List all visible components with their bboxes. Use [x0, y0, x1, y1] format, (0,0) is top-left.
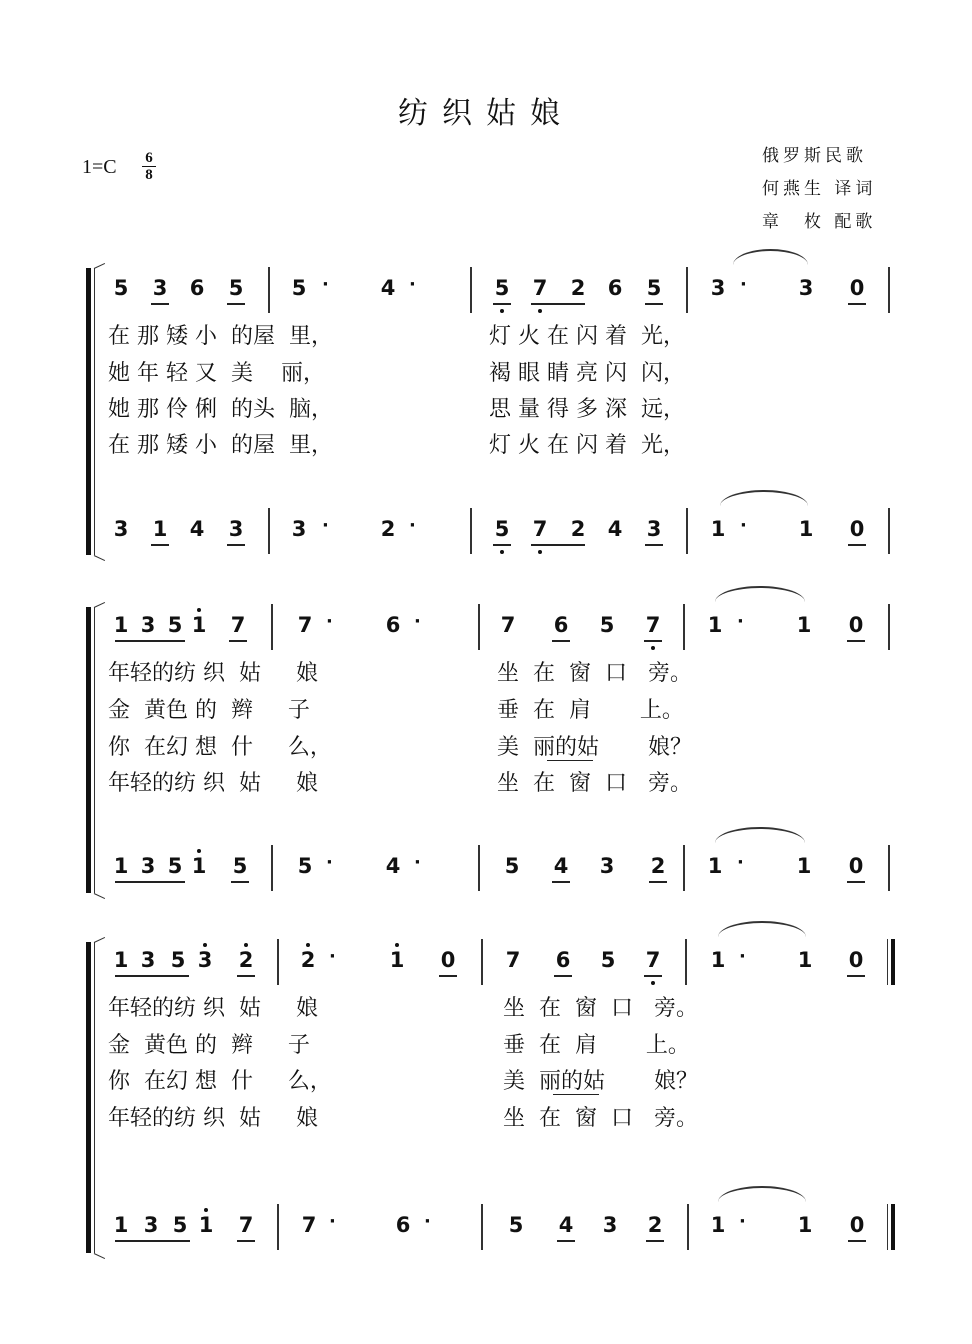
barline [478, 604, 480, 650]
time-signature [142, 150, 156, 183]
time-sig-top: 6 [145, 150, 153, 166]
system-bracket-thin [94, 942, 95, 1253]
barline [686, 508, 688, 554]
beam-underline [115, 881, 185, 883]
jianpu-note: 5 [646, 276, 662, 300]
augmentation-dot: · [409, 274, 416, 295]
augmentation-dot: · [737, 611, 744, 632]
jianpu-note: 6 [555, 948, 571, 972]
jianpu-note: 0 [849, 276, 865, 300]
low-octave-dot [500, 550, 504, 554]
lyric-line-verse-3-b: 美 丽的姑 娘？ [503, 1069, 698, 1094]
barline [470, 508, 472, 554]
credit-lyricist: 何燕生 译词 [762, 179, 877, 199]
system-bracket [86, 607, 91, 893]
low-octave-dot [500, 309, 504, 313]
barline [481, 1204, 483, 1250]
lyric-line-verse-4: 在 那 矮 小 的屋 里， [108, 433, 333, 458]
credit-arranger: 章 枚 配歌 [762, 212, 877, 232]
eighth-underline [237, 1240, 255, 1242]
eighth-underline [847, 640, 865, 642]
barline [470, 267, 472, 313]
jianpu-note: 5 [600, 948, 616, 972]
jianpu-note: 1 [796, 854, 812, 878]
high-octave-dot [197, 849, 201, 853]
high-octave-dot [197, 608, 201, 612]
lyric-line-verse-4-b: 坐 在 窗 口 旁。 [503, 1106, 698, 1131]
jianpu-note: 6 [385, 613, 401, 637]
jianpu-note: 4 [558, 1213, 574, 1237]
high-octave-dot [306, 943, 310, 947]
bracket-hook-bottom [94, 893, 105, 899]
jianpu-note: 1 [710, 517, 726, 541]
eighth-underline [554, 975, 572, 977]
jianpu-note: 3 [798, 276, 814, 300]
eighth-underline [847, 881, 865, 883]
jianpu-note: 1 [191, 854, 207, 878]
lyric-line-verse-1: 年轻的纺 织 姑 娘 [108, 661, 318, 686]
jianpu-note: 2 [300, 948, 316, 972]
jianpu-note: 2 [238, 948, 254, 972]
jianpu-note: 5 [599, 613, 615, 637]
eighth-underline [847, 975, 865, 977]
tie-slur [718, 921, 806, 937]
barline [478, 845, 480, 891]
jianpu-note: 2 [570, 517, 586, 541]
augmentation-dot: · [739, 1211, 746, 1232]
augmentation-dot: · [737, 852, 744, 873]
jianpu-note: 6 [189, 276, 205, 300]
barline [687, 1204, 689, 1250]
jianpu-note: 1 [798, 517, 814, 541]
augmentation-dot: · [414, 852, 421, 873]
final-barline-thin [887, 939, 888, 985]
jianpu-note: 5 [228, 276, 244, 300]
final-barline-thin [887, 1204, 888, 1250]
tie-slur [718, 1186, 806, 1202]
eighth-underline [645, 303, 663, 305]
eighth-underline [439, 975, 457, 977]
jianpu-note: 5 [113, 276, 129, 300]
eighth-underline [645, 544, 663, 546]
system-bracket [86, 942, 91, 1253]
barline [686, 267, 688, 313]
bracket-hook-top [94, 263, 105, 269]
eighth-underline [231, 881, 249, 883]
jianpu-note: 3 [152, 276, 168, 300]
jianpu-note: 0 [849, 1213, 865, 1237]
jianpu-note: 1 [710, 948, 726, 972]
lyric-line-verse-2: 她 年 轻 又 美 丽， [108, 361, 325, 386]
eighth-underline [557, 1240, 575, 1242]
jianpu-note: 5 [170, 948, 186, 972]
augmentation-dot: · [322, 274, 329, 295]
jianpu-note: 4 [607, 517, 623, 541]
tie-slur [715, 586, 805, 602]
barline [277, 939, 279, 985]
lyric-line-verse-1: 在 那 矮 小 的屋 里， [108, 324, 333, 349]
lyric-melisma-underline [547, 760, 593, 761]
lyric-line-verse-3-b: 思 量 得 多 深 远， [489, 397, 685, 422]
lyric-line-verse-1-b: 灯 火 在 闪 着 光， [489, 324, 685, 349]
time-sig-bottom: 8 [145, 167, 153, 183]
jianpu-note: 2 [647, 1213, 663, 1237]
jianpu-note: 1 [113, 948, 129, 972]
jianpu-note: 0 [849, 517, 865, 541]
eighth-underline [229, 640, 247, 642]
high-octave-dot [204, 1208, 208, 1212]
eighth-underline [644, 975, 662, 977]
bracket-hook-bottom [94, 555, 105, 561]
jianpu-note: 4 [189, 517, 205, 541]
jianpu-note: 3 [197, 948, 213, 972]
jianpu-note: 7 [645, 613, 661, 637]
jianpu-note: 7 [500, 613, 516, 637]
beam-underline [115, 1240, 190, 1242]
jianpu-note: 0 [440, 948, 456, 972]
jianpu-note: 1 [113, 613, 129, 637]
jianpu-note: 7 [297, 613, 313, 637]
jianpu-note: 4 [385, 854, 401, 878]
low-octave-dot [651, 646, 655, 650]
jianpu-note: 0 [848, 854, 864, 878]
high-octave-dot [203, 943, 207, 947]
jianpu-note: 1 [113, 1213, 129, 1237]
song-title: 纺织姑娘 [398, 96, 574, 131]
lyric-line-verse-4: 年轻的纺 织 姑 娘 [108, 771, 318, 796]
augmentation-dot: · [329, 1211, 336, 1232]
lyric-line-verse-2: 金 黄色 的 辫 子 [108, 698, 310, 723]
final-barline-thick [891, 1204, 895, 1250]
eighth-underline [848, 303, 866, 305]
beam-underline [531, 544, 585, 546]
jianpu-note: 3 [291, 517, 307, 541]
jianpu-note: 1 [710, 1213, 726, 1237]
jianpu-note: 1 [707, 854, 723, 878]
jianpu-note: 2 [650, 854, 666, 878]
jianpu-note: 4 [380, 276, 396, 300]
jianpu-note: 3 [143, 1213, 159, 1237]
barline [271, 604, 273, 650]
eighth-underline [227, 544, 245, 546]
jianpu-note: 7 [301, 1213, 317, 1237]
jianpu-note: 7 [532, 276, 548, 300]
jianpu-note: 5 [494, 276, 510, 300]
jianpu-note: 5 [508, 1213, 524, 1237]
augmentation-dot: · [409, 515, 416, 536]
key-text: 1=C [82, 156, 117, 178]
eighth-underline [848, 544, 866, 546]
system-bracket [86, 268, 91, 555]
jianpu-note: 2 [380, 517, 396, 541]
barline [888, 267, 890, 313]
lyric-line-verse-2: 金 黄色 的 辫 子 [108, 1033, 310, 1058]
barline [683, 845, 685, 891]
jianpu-note: 1 [797, 948, 813, 972]
jianpu-note: 1 [389, 948, 405, 972]
barline [481, 939, 483, 985]
jianpu-note: 5 [504, 854, 520, 878]
eighth-underline [493, 544, 511, 546]
jianpu-note: 7 [230, 613, 246, 637]
low-octave-dot [538, 309, 542, 313]
eighth-underline [552, 881, 570, 883]
jianpu-note: 5 [167, 854, 183, 878]
augmentation-dot: · [740, 274, 747, 295]
lyric-line-verse-1-b: 坐 在 窗 口 旁。 [497, 661, 692, 686]
jianpu-note: 7 [238, 1213, 254, 1237]
barline [888, 508, 890, 554]
eighth-underline [151, 544, 169, 546]
augmentation-dot: · [424, 1211, 431, 1232]
lyric-line-verse-3: 你 在幻 想 什 么， [108, 735, 332, 760]
eighth-underline [493, 303, 511, 305]
jianpu-note: 5 [494, 517, 510, 541]
eighth-underline [227, 303, 245, 305]
system-bracket-thin [94, 268, 95, 555]
jianpu-note: 3 [113, 517, 129, 541]
low-octave-dot [651, 981, 655, 985]
augmentation-dot: · [740, 515, 747, 536]
augmentation-dot: · [739, 946, 746, 967]
beam-underline [531, 303, 585, 305]
lyric-line-verse-4-b: 坐 在 窗 口 旁。 [497, 771, 692, 796]
lyric-line-verse-4-b: 灯 火 在 闪 着 光， [489, 433, 685, 458]
jianpu-note: 5 [291, 276, 307, 300]
jianpu-note: 0 [848, 613, 864, 637]
key-signature [82, 150, 153, 183]
eighth-underline [649, 881, 667, 883]
bracket-hook-top [94, 937, 105, 943]
augmentation-dot: · [326, 611, 333, 632]
lyric-line-verse-1: 年轻的纺 织 姑 娘 [108, 996, 318, 1021]
jianpu-note: 5 [297, 854, 313, 878]
jianpu-note: 1 [113, 854, 129, 878]
jianpu-note: 3 [599, 854, 615, 878]
jianpu-note: 3 [140, 948, 156, 972]
jianpu-note: 3 [710, 276, 726, 300]
credit-origin: 俄罗斯民歌 [762, 146, 867, 166]
beam-underline [115, 640, 185, 642]
jianpu-note: 1 [198, 1213, 214, 1237]
barline [888, 845, 890, 891]
jianpu-note: 5 [232, 854, 248, 878]
barline [271, 845, 273, 891]
lyric-line-verse-2-b: 垂 在 肩 上。 [503, 1033, 690, 1058]
jianpu-note: 3 [228, 517, 244, 541]
jianpu-note: 5 [167, 613, 183, 637]
barline [268, 508, 270, 554]
jianpu-note: 3 [646, 517, 662, 541]
tie-slur [715, 827, 805, 843]
barline [683, 604, 685, 650]
jianpu-note: 1 [796, 613, 812, 637]
eighth-underline [644, 640, 662, 642]
low-octave-dot [538, 550, 542, 554]
augmentation-dot: · [329, 946, 336, 967]
eighth-underline [237, 975, 255, 977]
jianpu-note: 7 [505, 948, 521, 972]
jianpu-note: 6 [553, 613, 569, 637]
jianpu-note: 1 [797, 1213, 813, 1237]
eighth-underline [151, 303, 169, 305]
jianpu-note: 6 [607, 276, 623, 300]
eighth-underline [848, 1240, 866, 1242]
lyric-line-verse-4: 年轻的纺 织 姑 娘 [108, 1106, 318, 1131]
jianpu-note: 1 [191, 613, 207, 637]
high-octave-dot [395, 943, 399, 947]
barline [888, 604, 890, 650]
lyric-line-verse-1-b: 坐 在 窗 口 旁。 [503, 996, 698, 1021]
bracket-hook-bottom [94, 1253, 105, 1259]
jianpu-note: 1 [152, 517, 168, 541]
jianpu-note: 0 [848, 948, 864, 972]
augmentation-dot: · [326, 852, 333, 873]
jianpu-note: 5 [172, 1213, 188, 1237]
augmentation-dot: · [322, 515, 329, 536]
barline [277, 1204, 279, 1250]
jianpu-note: 6 [395, 1213, 411, 1237]
jianpu-note: 4 [553, 854, 569, 878]
jianpu-note: 3 [602, 1213, 618, 1237]
lyric-line-verse-3-b: 美 丽的姑 娘？ [497, 735, 692, 760]
barline [268, 267, 270, 313]
lyric-line-verse-3: 你 在幻 想 什 么， [108, 1069, 332, 1094]
lyric-line-verse-2-b: 褐 眼 睛 亮 闪 闪， [489, 361, 685, 386]
tie-slur [720, 490, 808, 506]
system-bracket-thin [94, 607, 95, 893]
jianpu-note: 7 [532, 517, 548, 541]
jianpu-note: 3 [140, 854, 156, 878]
tie-slur [733, 249, 808, 265]
beam-underline [115, 975, 189, 977]
augmentation-dot: · [414, 611, 421, 632]
eighth-underline [552, 640, 570, 642]
lyric-line-verse-2-b: 垂 在 肩 上。 [497, 698, 684, 723]
final-barline-thick [891, 939, 895, 985]
jianpu-note: 1 [707, 613, 723, 637]
eighth-underline [646, 1240, 664, 1242]
bracket-hook-top [94, 602, 105, 608]
high-octave-dot [244, 943, 248, 947]
jianpu-note: 7 [645, 948, 661, 972]
barline [685, 939, 687, 985]
jianpu-note: 3 [140, 613, 156, 637]
lyric-melisma-underline [553, 1094, 599, 1095]
jianpu-note: 2 [570, 276, 586, 300]
lyric-line-verse-3: 她 那 伶 俐 的头 脑， [108, 397, 333, 422]
